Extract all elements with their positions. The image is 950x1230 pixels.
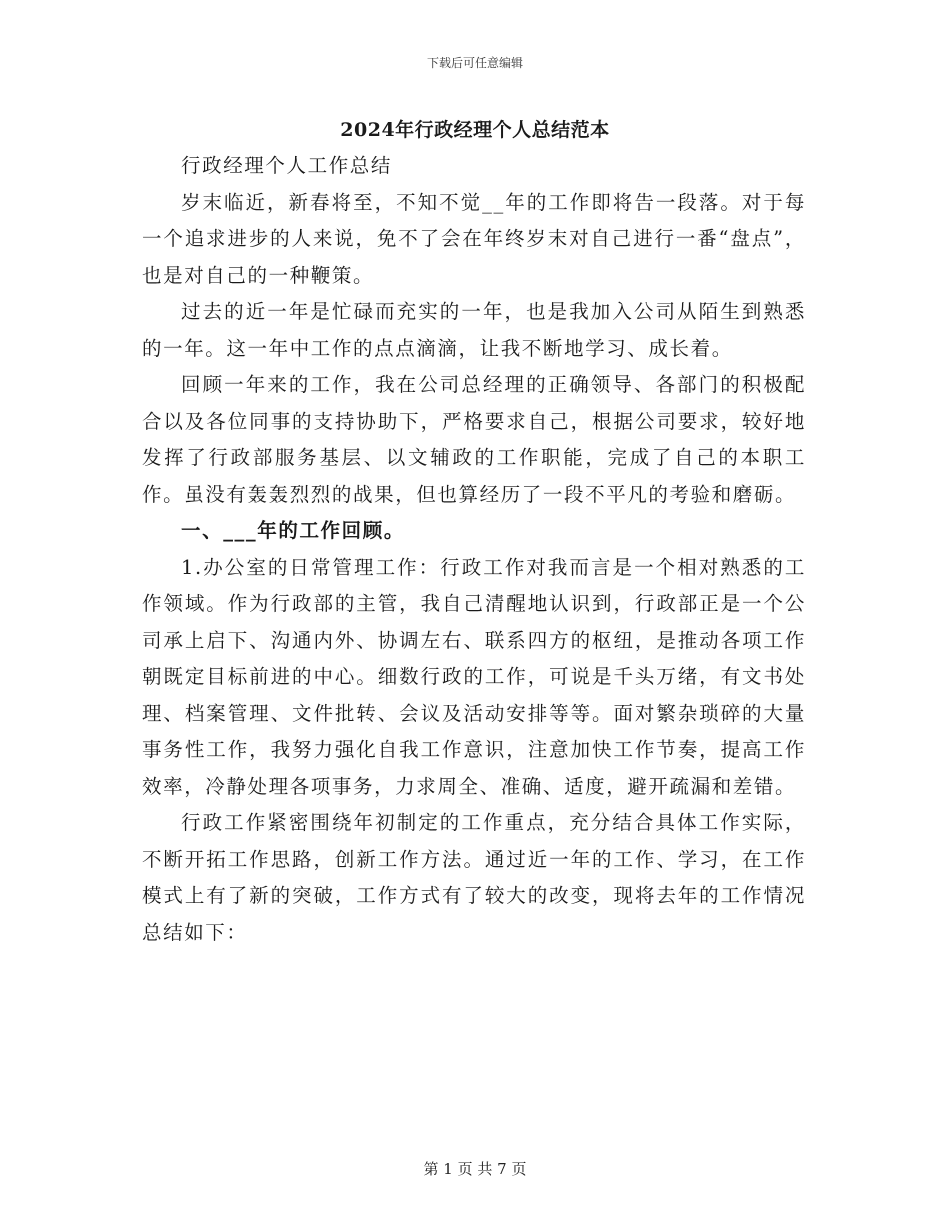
body-paragraph: 行政工作紧密围绕年初制定的工作重点，充分结合具体工作实际，不断开拓工作思路，创新工作方法。通过近一年的工作、学习，在工作模式上有了新的突破，工作方式有了较大的改变，现将去年的工作情况总结如下： — [142, 811, 806, 944]
header-note: 下载后可任意编辑 — [426, 56, 523, 70]
document-body — [142, 148, 806, 951]
subtitle-paragraph: 行政经理个人工作总结 — [181, 154, 393, 177]
document-title: 2024年行政经理个人总结范本 — [340, 119, 610, 141]
page-number: 第 1 页 共 7 页 — [423, 1160, 527, 1178]
section-heading: 一、___年的工作回顾。 — [181, 519, 405, 542]
body-paragraph: 过去的近一年是忙碌而充实的一年，也是我加入公司从陌生到熟悉的一年。这一年中工作的点点滴滴，让我不断地学习、成长着。 — [142, 300, 806, 360]
body-paragraph: 1.办公室的日常管理工作：行政工作对我而言是一个相对熟悉的工作领域。作为行政部的主管，我自己清醒地认识到，行政部正是一个公司承上启下、沟通内外、协调左右、联系四方的枢纽，是推动各项工作朝既定目标前进的中心。细数行政的工作，可说是千头万绪，有文书处理、档案管理、文件批转、会议及活动安排等等。面对繁杂琐碎的大量事务性工作，我努力强化自我工作意识，注意加快工作节奏，提高工作效率，冷静处理各项事务，力求周全、准确、适度，避开疏漏和差错。 — [142, 555, 806, 798]
body-paragraph: 岁末临近，新春将至，不知不觉__年的工作即将告一段落。对于每一个追求进步的人来说，免不了会在年终岁末对自己进行一番“盘点”，也是对自己的一种鞭策。 — [142, 190, 806, 287]
body-paragraph: 回顾一年来的工作，我在公司总经理的正确领导、各部门的积极配合以及各位同事的支持协助下，严格要求自己，根据公司要求，较好地发挥了行政部服务基层、以文辅政的工作职能，完成了自己的本职工作。虽没有轰轰烈烈的战果，但也算经历了一段不平凡的考验和磨砺。 — [142, 373, 806, 506]
